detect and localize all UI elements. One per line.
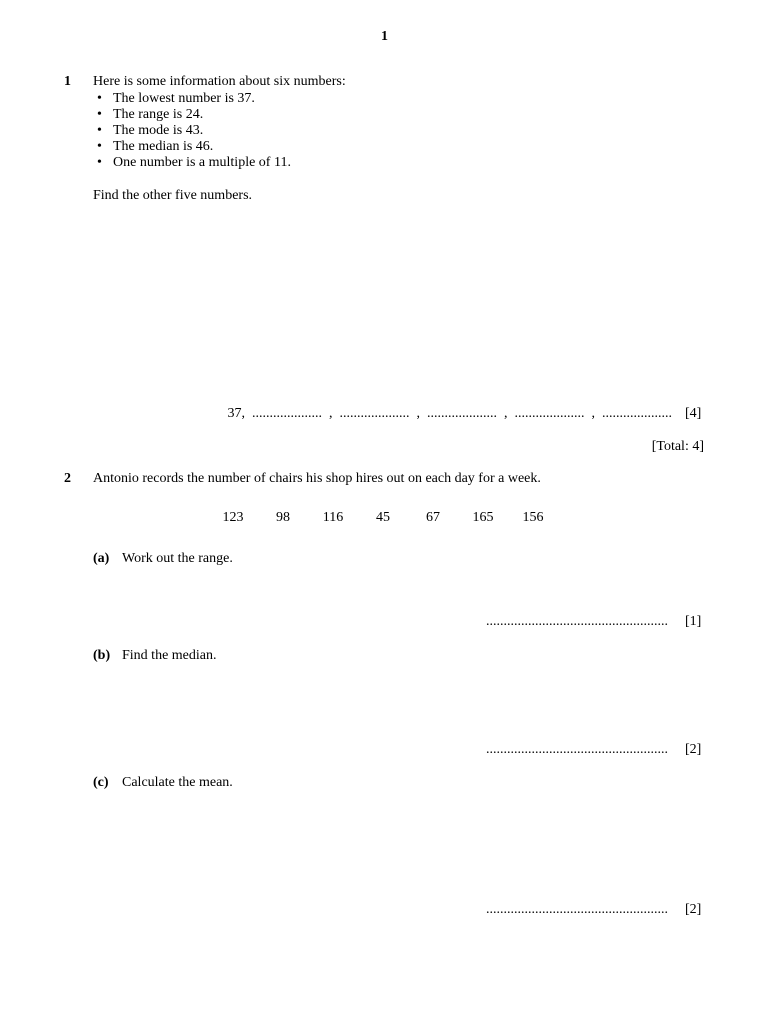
- fact-text: The mode is 43.: [113, 123, 204, 138]
- part-a-text: Work out the range.: [122, 551, 233, 566]
- part-a-marks: [1]: [685, 614, 702, 629]
- question-1-instruction: Find the other five numbers.: [93, 188, 253, 203]
- question-1-total: [Total: 4]: [651, 439, 704, 454]
- chair-value: 116: [322, 510, 344, 525]
- chair-value: 156: [522, 510, 544, 525]
- chair-value: 98: [276, 510, 290, 525]
- part-c-label: (c): [93, 775, 109, 790]
- question-1-intro: Here is some information about six numbers:: [93, 74, 346, 89]
- fact-item: [97, 139, 291, 155]
- fact-text: The range is 24.: [113, 107, 204, 122]
- bullet-icon: •: [97, 123, 102, 138]
- fact-item: [97, 123, 291, 139]
- part-a-answer-line[interactable]: ....................................................: [486, 614, 668, 629]
- question-2-intro: Antonio records the number of chairs his shop hires out on each day for a week.: [93, 471, 541, 486]
- fact-item: [97, 107, 291, 123]
- fact-item: [97, 155, 291, 171]
- part-b-label: (b): [93, 648, 111, 663]
- chair-value: 45: [376, 510, 390, 525]
- part-c-marks: [2]: [685, 902, 702, 917]
- part-b-answer-line[interactable]: ....................................................: [486, 742, 668, 757]
- part-c-answer-line[interactable]: ....................................................: [486, 902, 668, 917]
- fact-text: The lowest number is 37.: [113, 91, 255, 106]
- bullet-icon: •: [97, 139, 102, 154]
- bullet-icon: •: [97, 107, 102, 122]
- fact-text: The median is 46.: [113, 139, 214, 154]
- question-1-marks: [4]: [685, 406, 702, 421]
- question-1-answer-line[interactable]: 37, .................... , .................... , .................... , .................... , ....................: [227, 406, 672, 421]
- question-1-facts: [97, 91, 291, 171]
- part-b-marks: [2]: [685, 742, 702, 757]
- question-1-number: 1: [64, 74, 71, 89]
- question-2-number: 2: [64, 471, 71, 486]
- part-b-text: Find the median.: [122, 648, 217, 663]
- part-c-text: Calculate the mean.: [122, 775, 233, 790]
- fact-item: [97, 91, 291, 107]
- chair-value: 165: [472, 510, 494, 525]
- chair-value: 123: [222, 510, 244, 525]
- fact-text: One number is a multiple of 11.: [113, 155, 291, 170]
- chair-value: 67: [426, 510, 440, 525]
- part-a-label: (a): [93, 551, 110, 566]
- bullet-icon: •: [97, 155, 102, 170]
- bullet-icon: •: [97, 91, 102, 106]
- page-number: 1: [381, 29, 388, 44]
